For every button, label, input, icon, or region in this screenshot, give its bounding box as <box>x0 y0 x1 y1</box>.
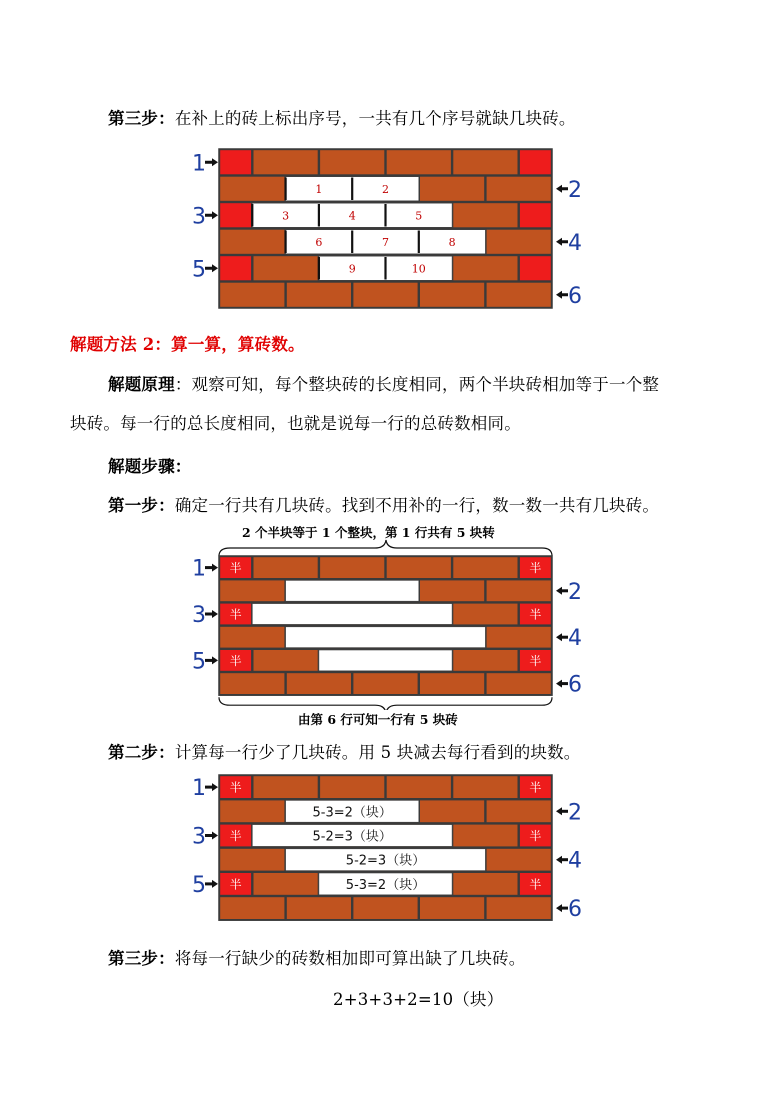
brick <box>453 776 517 798</box>
bottom-brace <box>219 697 552 710</box>
arrow-head-icon <box>212 783 218 791</box>
row-number-marker <box>192 257 218 282</box>
half-label: 半 <box>529 561 542 576</box>
row-number: 2 <box>568 579 582 605</box>
row-number: 4 <box>568 230 582 256</box>
brick <box>254 776 318 798</box>
brick <box>353 283 417 307</box>
brick <box>254 873 318 895</box>
half-brick <box>520 150 551 174</box>
brick <box>287 673 351 694</box>
brick <box>453 873 517 895</box>
brick <box>254 557 318 578</box>
missing-bricks-area <box>252 604 452 625</box>
row-number: 3 <box>192 603 206 628</box>
brick <box>220 283 284 307</box>
row-number-marker <box>192 603 218 628</box>
row-number: 2 <box>568 800 582 826</box>
row-number: 1 <box>192 776 206 802</box>
brick-wall-figure-3 <box>190 770 590 930</box>
row-number-marker <box>556 284 582 309</box>
arrow-head-icon <box>212 880 218 888</box>
brick <box>453 650 517 671</box>
brick <box>220 673 284 694</box>
half-label: 半 <box>529 829 542 843</box>
step2-paragraph <box>108 739 581 763</box>
row-number: 2 <box>568 177 582 203</box>
brick <box>420 800 484 822</box>
arrow-head-icon <box>556 291 562 299</box>
brick <box>353 897 417 919</box>
step-label: 第三步： <box>108 109 175 128</box>
brick <box>220 177 284 201</box>
brick <box>453 557 517 578</box>
missing-brick-number: 8 <box>448 235 456 249</box>
brick <box>453 203 517 227</box>
brick <box>220 580 284 601</box>
missing-bricks-area <box>286 627 486 648</box>
method-heading: 解题方法 2：算一算，算砖数。 <box>70 335 305 354</box>
half-label: 半 <box>229 607 242 622</box>
brick <box>487 627 551 648</box>
brick-wall <box>219 149 552 308</box>
row-number: 6 <box>568 283 582 309</box>
brick <box>254 256 318 280</box>
missing-bricks-area <box>286 580 419 601</box>
brick <box>453 256 517 280</box>
half-label: 半 <box>229 561 242 576</box>
row-number: 6 <box>568 672 582 698</box>
brick <box>220 230 284 254</box>
principle-label: 解题原理 <box>108 375 175 394</box>
brick <box>487 673 551 694</box>
brick <box>453 150 517 174</box>
row-number-marker <box>556 580 582 605</box>
row-number: 5 <box>192 872 206 898</box>
brick <box>487 849 551 871</box>
row-number: 4 <box>568 848 582 874</box>
row-number-marker <box>192 649 218 674</box>
row-number-marker <box>556 849 582 874</box>
arrow-head-icon <box>556 238 562 246</box>
brick <box>487 230 551 254</box>
half-label: 半 <box>229 877 242 892</box>
arrow-head-icon <box>556 633 562 641</box>
principle-paragraph-cont: 块砖。每一行的总长度相同，也就是说每一行的总砖数相同。 <box>70 414 521 433</box>
missing-brick-number: 1 <box>315 182 323 196</box>
row-equation: 5-2=3（块） <box>312 829 392 845</box>
row-number-marker <box>192 776 218 801</box>
brick-wall <box>219 556 552 695</box>
brick <box>420 673 484 694</box>
figure-2-top-caption: 2 个半块等于 1 个整块，第 1 行共有 5 块转 <box>242 525 495 540</box>
arrow-head-icon <box>212 832 218 840</box>
brick <box>420 580 484 601</box>
row-number-marker <box>192 873 218 898</box>
half-brick <box>520 203 551 227</box>
missing-brick-number: 5 <box>415 209 423 223</box>
brick <box>254 150 318 174</box>
brick <box>453 604 517 625</box>
arrow-head-icon <box>556 680 562 688</box>
row-number: 5 <box>192 257 206 283</box>
brick <box>320 776 384 798</box>
brick <box>220 800 284 822</box>
row-number: 3 <box>192 824 206 850</box>
half-label: 半 <box>529 780 542 795</box>
arrow-head-icon <box>212 264 218 272</box>
half-label: 半 <box>229 780 242 795</box>
step-text: 计算每一行少了几块砖。用 5 块减去每行看到的块数。 <box>174 743 581 762</box>
brick <box>320 150 384 174</box>
missing-brick-number: 7 <box>382 235 389 249</box>
brick-wall-figure-2 <box>190 538 590 710</box>
brick-wall <box>219 775 552 920</box>
step-text: 将每一行缺少的砖数相加即可算出缺了几块砖。 <box>174 949 526 968</box>
missing-brick-number: 4 <box>348 209 356 223</box>
half-label: 半 <box>229 653 242 668</box>
brick <box>220 627 284 648</box>
principle-text: ：观察可知，每个整块砖的长度相同，两个半块砖相加等于一个整 <box>174 375 660 394</box>
figure-2-bottom-caption: 由第 6 行可知一行有 5 块砖 <box>298 712 458 727</box>
brick <box>487 580 551 601</box>
brick <box>387 150 451 174</box>
step1-paragraph <box>108 492 659 516</box>
half-label: 半 <box>529 653 542 668</box>
brick <box>420 897 484 919</box>
row-number-marker <box>192 825 218 850</box>
final-equation: 2+3+3+2=10（块） <box>333 990 504 1009</box>
brick <box>387 776 451 798</box>
brick <box>487 897 551 919</box>
row-equation: 5-3=2（块） <box>312 805 392 821</box>
principle-paragraph <box>108 371 659 395</box>
step3b-paragraph <box>108 945 526 969</box>
brick <box>420 283 484 307</box>
brick-wall-figure-1 <box>190 145 590 310</box>
arrow-head-icon <box>212 564 218 572</box>
half-label: 半 <box>529 877 542 892</box>
arrow-head-icon <box>212 656 218 664</box>
half-brick <box>220 203 251 227</box>
half-brick <box>220 256 251 280</box>
brick <box>387 557 451 578</box>
arrow-head-icon <box>212 158 218 166</box>
step-text: 确定一行共有几块砖。找到不用补的一行，数一数一共有几块砖。 <box>174 496 660 515</box>
brick <box>487 177 551 201</box>
row-number: 1 <box>192 556 206 582</box>
step-label: 第二步： <box>108 743 175 762</box>
step-label: 第三步： <box>108 949 175 968</box>
missing-bricks-area <box>319 650 452 671</box>
row-number: 3 <box>192 204 206 230</box>
row-number: 5 <box>192 649 206 675</box>
arrow-head-icon <box>212 610 218 618</box>
missing-brick-number: 2 <box>382 182 389 196</box>
half-label: 半 <box>529 607 542 622</box>
brick <box>220 897 284 919</box>
top-brace <box>219 540 552 556</box>
step-label: 第一步： <box>108 496 175 515</box>
arrow-head-icon <box>556 904 562 912</box>
half-label: 半 <box>229 829 242 843</box>
brick <box>487 800 551 822</box>
row-number-marker <box>556 626 582 651</box>
brick <box>220 849 284 871</box>
half-brick <box>220 150 251 174</box>
row-number-marker <box>192 557 218 582</box>
brick <box>420 177 484 201</box>
missing-brick-number: 10 <box>411 262 426 276</box>
row-number-marker <box>556 178 582 203</box>
step3-paragraph <box>108 105 576 129</box>
arrow-head-icon <box>556 856 562 864</box>
brick <box>287 897 351 919</box>
steps-heading: 解题步骤： <box>108 457 192 476</box>
row-equation: 5-3=2（块） <box>345 877 426 893</box>
row-number: 1 <box>192 151 206 177</box>
row-number-marker <box>556 673 582 698</box>
arrow-head-icon <box>212 211 218 219</box>
arrow-head-icon <box>556 807 562 815</box>
row-number-marker <box>556 897 582 922</box>
brick <box>453 825 517 847</box>
missing-brick-number: 3 <box>282 209 290 223</box>
brick <box>320 557 384 578</box>
half-brick <box>520 256 551 280</box>
brick <box>487 283 551 307</box>
step-text: 在补上的砖上标出序号，一共有几个序号就缺几块砖。 <box>174 109 576 128</box>
brick <box>254 650 318 671</box>
row-equation: 5-2=3（块） <box>345 853 426 869</box>
arrow-head-icon <box>556 185 562 193</box>
missing-brick-number: 9 <box>348 262 356 276</box>
row-number-marker <box>556 231 582 256</box>
row-number-marker <box>192 204 218 229</box>
row-number-marker <box>192 151 218 176</box>
arrow-head-icon <box>556 587 562 595</box>
row-number: 6 <box>568 897 582 923</box>
brick <box>353 673 417 694</box>
brick <box>287 283 351 307</box>
missing-brick-number: 6 <box>315 235 323 249</box>
row-number-marker <box>556 800 582 825</box>
row-number: 4 <box>568 626 582 652</box>
